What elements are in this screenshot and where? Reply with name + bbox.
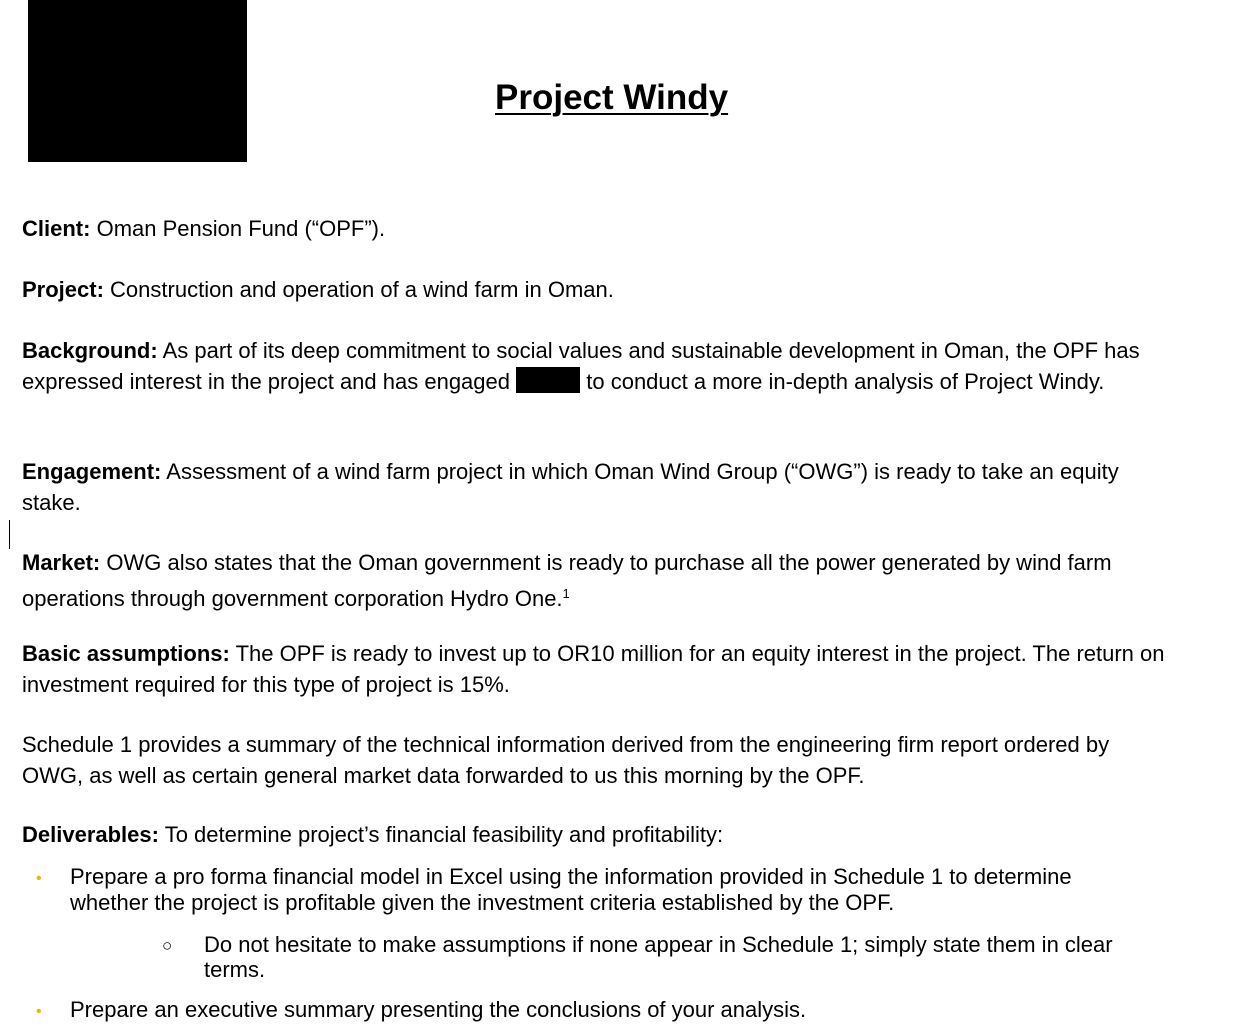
deliverables-label: Deliverables:	[22, 822, 159, 847]
deliverables-text: To determine project’s financial feasibility and profitability:	[164, 822, 724, 847]
market-paragraph	[22, 548, 1172, 614]
engagement-paragraph	[22, 457, 1172, 518]
schedule-text: Schedule 1 provides a summary of the technical information derived from the engineering firm report ordered by OWG, as well as certain general market data forwarded to us this morning by the OPF.	[22, 732, 1110, 788]
background-text-before: As part of its deep commitment to social values and sustainable development in Oman, the OPF has expressed interest in the project and has engaged	[22, 338, 1140, 394]
project-paragraph	[22, 275, 1172, 306]
engagement-text: Assessment of a wind farm project in which Oman Wind Group (“OWG”) is ready to take an equity stake.	[22, 459, 1119, 515]
background-label: Background:	[22, 338, 158, 363]
sub-bullet-icon: ○	[162, 936, 173, 955]
engagement-label: Engagement:	[22, 459, 162, 484]
list-item: Prepare an executive summary presenting the conclusions of your analysis.	[70, 997, 807, 1022]
text-cursor	[9, 520, 10, 549]
sub-list-item: Do not hesitate to make assumptions if none appear in Schedule 1; simply state them in clear terms.	[204, 932, 1113, 982]
assumptions-paragraph	[22, 639, 1172, 700]
list-item: Prepare a pro forma financial model in Excel using the information provided in Schedule 1 to determine whether the project is profitable given the investment criteria established by the OPF.	[70, 864, 1072, 915]
project-text: Construction and operation of a wind farm in Oman.	[110, 277, 614, 302]
deliverables-paragraph	[22, 820, 1172, 851]
background-paragraph	[22, 336, 1172, 397]
document-title: Project Windy	[495, 78, 729, 117]
market-text: OWG also states that the Oman government is ready to purchase all the power generated by wind farm operations through government corporation Hydro One.	[22, 550, 1112, 611]
redacted-firm-name	[516, 367, 580, 393]
client-label: Client:	[22, 216, 91, 241]
background-text-after: to conduct a more in-depth analysis of Project Windy.	[586, 368, 1105, 394]
assumptions-label: Basic assumptions:	[22, 641, 230, 666]
schedule-paragraph	[22, 730, 1172, 791]
footnote-reference[interactable]: 1	[562, 585, 570, 601]
assumptions-text: The OPF is ready to invest up to OR10 million for an equity interest in the project. The return on investment required for this type of project is 15%.	[22, 641, 1165, 697]
client-paragraph	[22, 214, 1172, 245]
bullet-icon: •	[36, 1003, 42, 1020]
bullet-icon: •	[36, 870, 42, 887]
market-label: Market:	[22, 550, 101, 575]
redacted-logo	[28, 0, 247, 162]
client-text: Oman Pension Fund (“OPF”).	[96, 216, 386, 241]
project-label: Project:	[22, 277, 104, 302]
